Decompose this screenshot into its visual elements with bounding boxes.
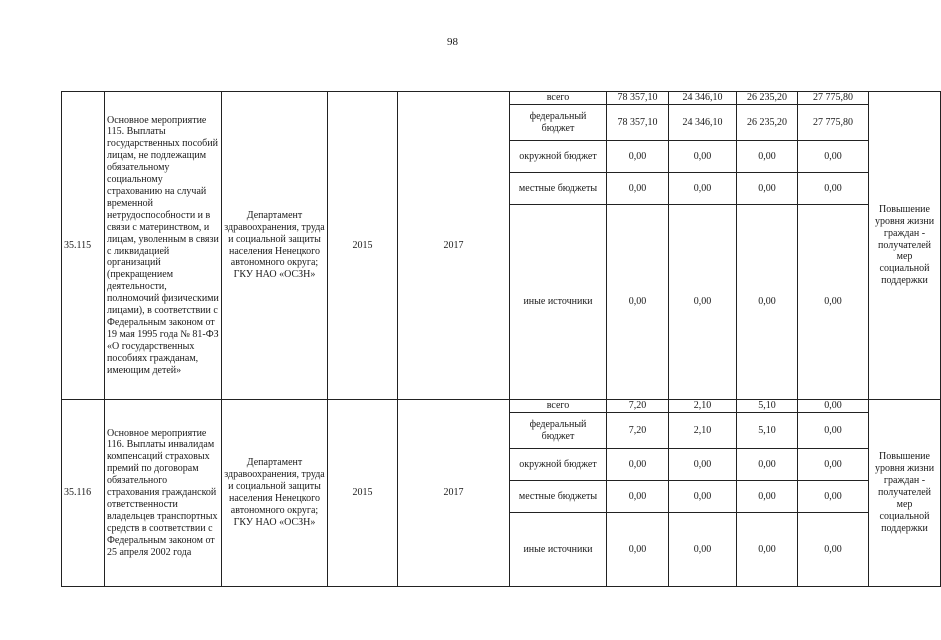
source-name: иные источники — [510, 205, 607, 400]
source-2016: 26 235,20 — [737, 92, 798, 105]
source-2015: 24 346,10 — [669, 105, 737, 141]
source-2015: 0,00 — [669, 481, 737, 513]
row-department: Департамент здравоохранения, труда и социальной защиты населения Ненецкого автономного округа; ГКУ НАО «ОСЗН» — [222, 400, 328, 587]
row-year-start: 2015 — [328, 400, 398, 587]
source-2017: 27 775,80 — [798, 105, 869, 141]
source-2016: 0,00 — [737, 449, 798, 481]
source-2017: 0,00 — [798, 400, 869, 413]
source-name: окружной бюджет — [510, 449, 607, 481]
source-2017: 0,00 — [798, 205, 869, 400]
source-2015: 0,00 — [669, 513, 737, 587]
row-year-end: 2017 — [398, 400, 510, 587]
source-2016: 0,00 — [737, 481, 798, 513]
source-total: 0,00 — [607, 449, 669, 481]
source-2017: 27 775,80 — [798, 92, 869, 105]
source-total: 78 357,10 — [607, 105, 669, 141]
source-2017: 0,00 — [798, 481, 869, 513]
source-total: 0,00 — [607, 481, 669, 513]
source-2017: 0,00 — [798, 141, 869, 173]
source-name: окружной бюджет — [510, 141, 607, 173]
source-total: 0,00 — [607, 205, 669, 400]
source-2015: 0,00 — [669, 173, 737, 205]
row-year-end: 2017 — [398, 92, 510, 400]
source-2015: 24 346,10 — [669, 92, 737, 105]
row-code: 35.116 — [62, 400, 105, 587]
source-total: 0,00 — [607, 173, 669, 205]
source-2015: 2,10 — [669, 400, 737, 413]
row-year-start: 2015 — [328, 92, 398, 400]
page-number: 98 — [447, 36, 458, 48]
row-code: 35.115 — [62, 92, 105, 400]
source-2016: 26 235,20 — [737, 105, 798, 141]
source-name: иные источники — [510, 513, 607, 587]
source-name: всего — [510, 92, 607, 105]
source-name: местные бюджеты — [510, 173, 607, 205]
row-description: Основное мероприятие 115. Выплаты государственных пособий лицам, не подлежащим обязательному социальному страхованию на случай временной нетрудоспособности и в связи с материнством, и лицам, уволенным в связи с ликвидацией организаций (прекращением деятельности, полномочий физическими лицами), в соответствии с Федеральным законом от 19 мая 1995 года № 81-ФЗ «О государственных пособиях гражданам, имеющим детей» — [105, 92, 222, 400]
source-2016: 0,00 — [737, 513, 798, 587]
source-2015: 2,10 — [669, 413, 737, 449]
table-row — [62, 92, 941, 105]
row-result: Повышение уровня жизни граждан - получателей мер социальной поддержки — [869, 400, 941, 587]
source-2016: 0,00 — [737, 173, 798, 205]
source-name: федеральный бюджет — [510, 413, 607, 449]
source-name: местные бюджеты — [510, 481, 607, 513]
source-total: 7,20 — [607, 400, 669, 413]
row-department: Департамент здравоохранения, труда и социальной защиты населения Ненецкого автономного округа; ГКУ НАО «ОСЗН» — [222, 92, 328, 400]
program-table — [61, 91, 941, 587]
source-total: 78 357,10 — [607, 92, 669, 105]
source-total: 0,00 — [607, 141, 669, 173]
source-total: 7,20 — [607, 413, 669, 449]
source-2017: 0,00 — [798, 413, 869, 449]
source-2015: 0,00 — [669, 449, 737, 481]
row-result: Повышение уровня жизни граждан - получателей мер социальной поддержки — [869, 92, 941, 400]
row-description: Основное мероприятие 116. Выплаты инвалидам компенсаций страховых премий по договорам обязательного страхования гражданской ответственности владельцев транспортных средств в соответствии с Федеральным законом от 25 апреля 2002 года — [105, 400, 222, 587]
source-2015: 0,00 — [669, 141, 737, 173]
source-2016: 0,00 — [737, 141, 798, 173]
source-2016: 5,10 — [737, 400, 798, 413]
source-name: всего — [510, 400, 607, 413]
source-2015: 0,00 — [669, 205, 737, 400]
source-2016: 0,00 — [737, 205, 798, 400]
source-2017: 0,00 — [798, 449, 869, 481]
source-total: 0,00 — [607, 513, 669, 587]
source-2016: 5,10 — [737, 413, 798, 449]
source-name: федеральный бюджет — [510, 105, 607, 141]
table-row — [62, 400, 941, 413]
source-2017: 0,00 — [798, 173, 869, 205]
source-2017: 0,00 — [798, 513, 869, 587]
